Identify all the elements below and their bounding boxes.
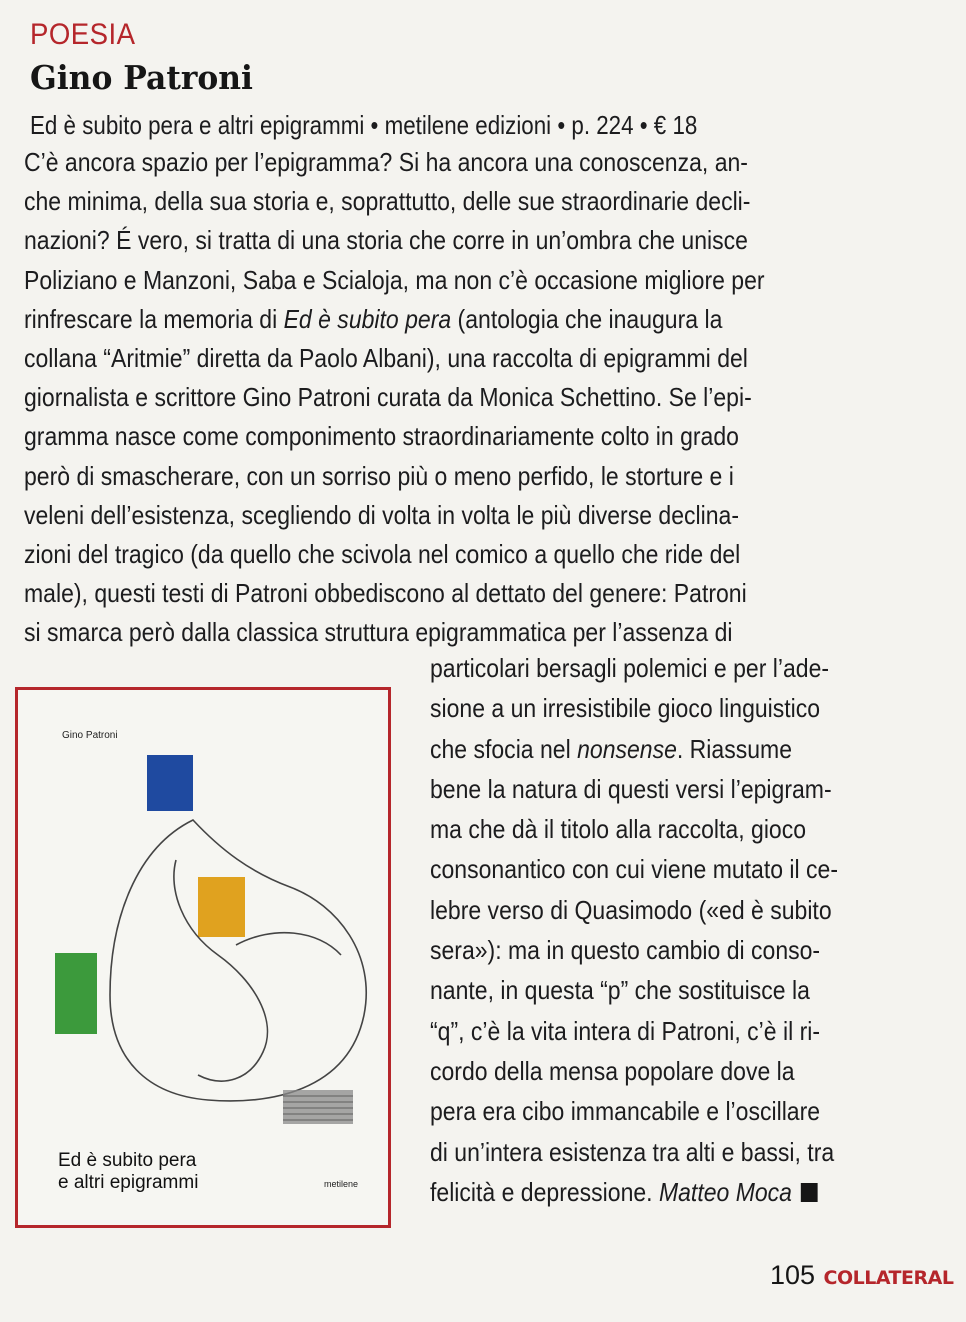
text-line: collana “Aritmie” diretta da Paolo Albani), una raccolta di epigrammi del bbox=[24, 343, 748, 374]
text-line: particolari bersagli polemici e per l’ade- bbox=[430, 653, 830, 683]
text-segment: che sfocia nel bbox=[430, 733, 578, 764]
text-line bbox=[430, 1172, 838, 1212]
review-body-text bbox=[24, 143, 861, 653]
magazine-name: COLLATERAL bbox=[823, 1267, 954, 1289]
text-line: però di smascherare, con un sorriso più o meno perfido, le storture e i bbox=[24, 460, 734, 491]
cover-publisher: metilene bbox=[324, 1179, 359, 1189]
text-line: consonantico con cui viene mutato il ce- bbox=[430, 854, 839, 885]
page-number: 105 bbox=[770, 1260, 816, 1290]
text-line: sera»): ma in questo cambio di conso- bbox=[430, 935, 821, 966]
review-title-author: Gino Patroni bbox=[30, 58, 253, 97]
text-line: bene la natura di questi versi l’epigram- bbox=[430, 773, 832, 804]
text-segment: (antologia che inaugura la bbox=[451, 303, 723, 334]
text-line: ma che dà il titolo alla raccolta, gioco bbox=[430, 814, 807, 845]
text-line: male), questi testi di Patroni obbediscono al dettato del genere: Patroni bbox=[24, 578, 747, 609]
text-line: C’è ancora spazio per l’epigramma? Si ha ancora una conoscenza, an- bbox=[24, 147, 748, 177]
text-line: si smarca però dalla classica struttura epigrammatica per l’assenza di bbox=[24, 617, 733, 648]
cover-title-line2: e altri epigrammi bbox=[58, 1172, 199, 1193]
cover-title bbox=[58, 1150, 198, 1194]
text-line: “q”, c’è la vita intera di Patroni, c’è il ri- bbox=[430, 1015, 821, 1046]
text-segment: . Riassume bbox=[676, 733, 792, 764]
cover-yellow-rectangle bbox=[198, 877, 245, 937]
cover-artwork bbox=[18, 690, 388, 1225]
text-line: pera era cibo immancabile e l’oscillare bbox=[430, 1096, 821, 1127]
cover-blue-rectangle bbox=[147, 755, 193, 811]
text-line bbox=[24, 300, 765, 339]
text-line: giornalista e scrittore Gino Patroni curata da Monica Schettino. Se l’epi- bbox=[24, 382, 752, 413]
text-line: lebre verso di Quasimodo («ed è subito bbox=[430, 894, 832, 925]
cover-green-rectangle bbox=[55, 953, 97, 1034]
text-line bbox=[430, 729, 838, 769]
text-segment: rinfrescare la memoria di bbox=[24, 303, 284, 334]
book-info-line: Ed è subito pera e altri epigrammi • metilene edizioni • p. 224 • € 18 bbox=[30, 110, 698, 140]
cover-title-line1: Ed è subito pera bbox=[58, 1150, 197, 1171]
text-line: veleni dell’esistenza, scegliendo di volta in volta le più diverse declina- bbox=[24, 499, 739, 530]
text-line: sione a un irresistibile gioco linguistico bbox=[430, 693, 821, 724]
end-of-article-mark bbox=[801, 1183, 818, 1202]
cover-author: Gino Patroni bbox=[62, 730, 118, 741]
text-line: cordo della mensa popolare dove la bbox=[430, 1055, 795, 1086]
text-line: di un’intera esistenza tra alti e bassi, tra bbox=[430, 1136, 835, 1167]
text-line: nazioni? É vero, si tratta di una storia che corre in un’ombra che unisce bbox=[24, 225, 748, 256]
review-column-text bbox=[430, 648, 891, 1212]
text-line: nante, in questa “p” che sostituisce la bbox=[430, 975, 810, 1006]
text-line: che minima, della sua storia e, soprattutto, delle sue straordinarie decli- bbox=[24, 186, 751, 217]
book-cover-image bbox=[15, 687, 391, 1228]
italic-text: nonsense bbox=[577, 733, 677, 764]
text-line: zioni del tragico (da quello che scivola nel comico a quello che ride del bbox=[24, 539, 741, 570]
cover-curved-line bbox=[110, 820, 366, 1101]
page-footer bbox=[770, 1260, 953, 1291]
text-line: Poliziano e Manzoni, Saba e Scialoja, ma non c’è occasione migliore per bbox=[24, 264, 765, 295]
italic-text: Ed è subito pera bbox=[283, 303, 452, 334]
text-segment: felicità e depressione. bbox=[430, 1176, 659, 1207]
section-label: POESIA bbox=[30, 18, 136, 51]
text-line: gramma nasce come componimento straordinariamente colto in grado bbox=[24, 421, 739, 452]
cover-grey-dotted-block bbox=[283, 1090, 353, 1124]
italic-text: Matteo Moca bbox=[658, 1176, 792, 1207]
